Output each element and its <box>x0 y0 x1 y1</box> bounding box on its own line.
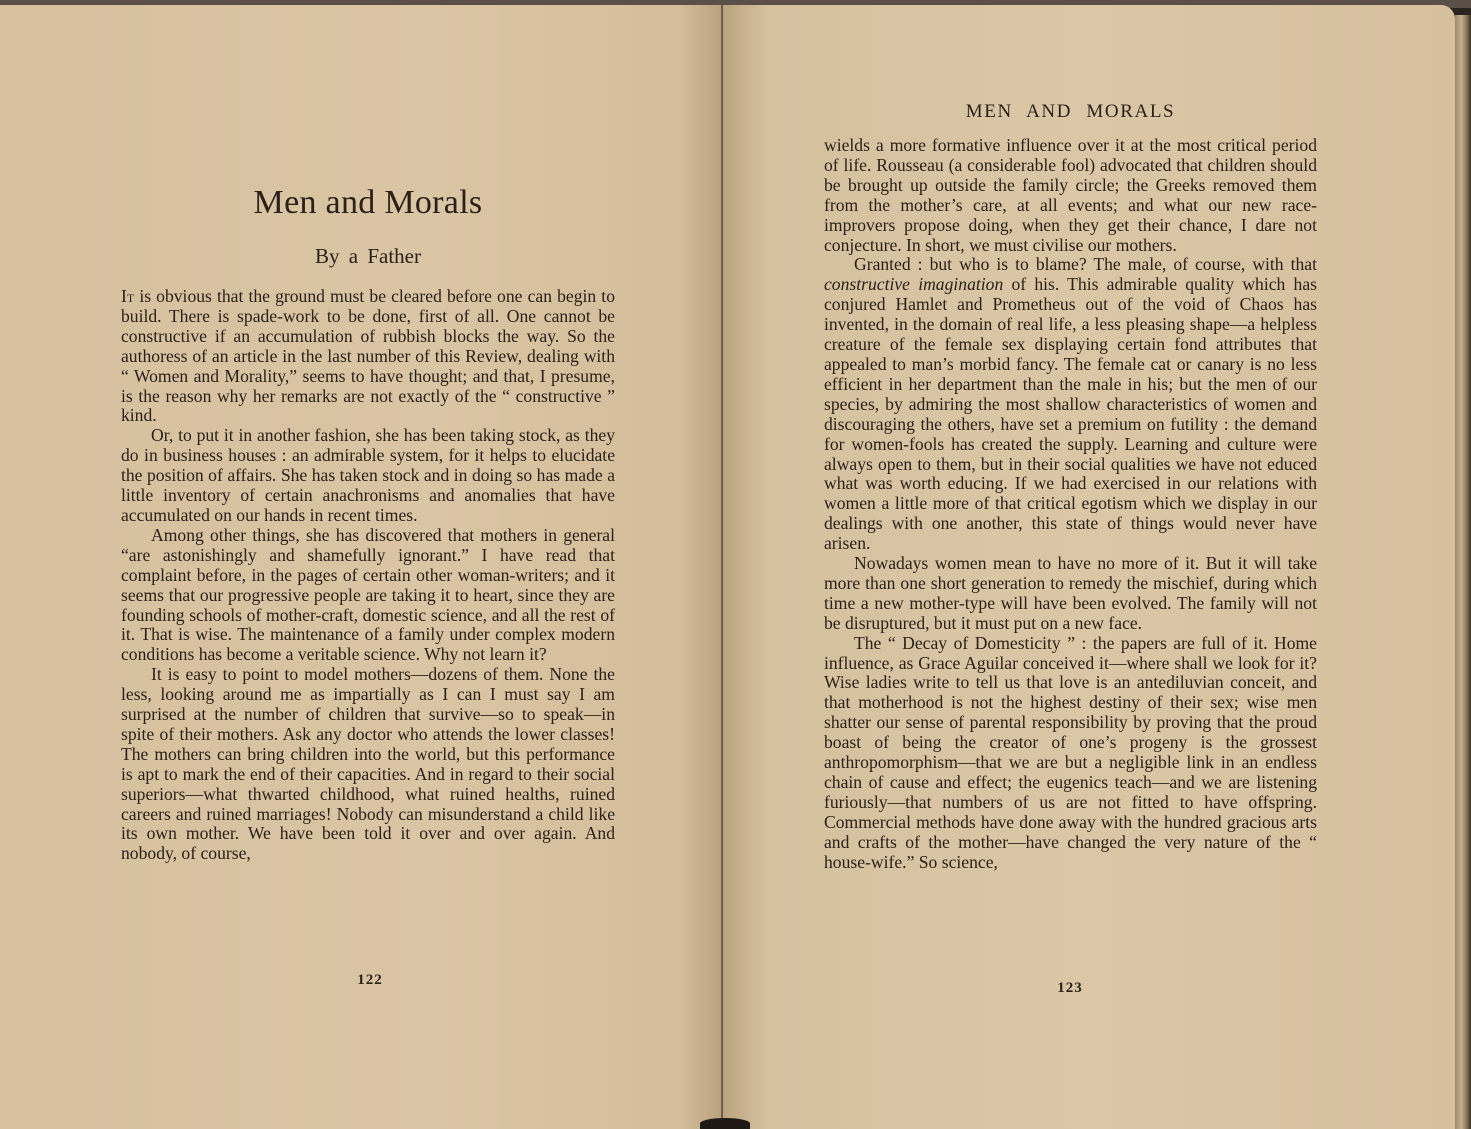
page-edges <box>1455 15 1471 1129</box>
paragraph: The “ Decay of Domesticity ” : the papers are full of it. Home influence, as Grace Aguilar conceived it—where shall we look for it? Wise ladies write to tell us that love is an antediluvian conceit, and that motherhood is not the highest destiny of their sex; wise men shatter our sense of parental responsibility by proving that the proud boast of being the creator of one’s progeny is the grossest anthropomorphism—that we are but a negligible link in an endless chain of cause and effect; the eugenics teach—and we are listening furiously—that numbers of us are not fitted to have offspring. Commercial methods have done away with the hundred gracious arts and crafts of the mother—have changed the very nature of the “ house-wife.” So science, <box>824 632 1317 872</box>
paragraph <box>824 255 1317 554</box>
running-head: MEN AND MORALS <box>965 101 1176 122</box>
paragraph-text: Granted : but who is to blame? The male, of course, with that <box>854 254 1317 275</box>
article-byline: By a Father <box>315 244 421 268</box>
left-page-body <box>121 287 615 864</box>
paragraph: Nowadays women mean to have no more of it. But it will take more than one short generation to remedy the mischief, during which time a new mother-type will have been evolved. The family will not be disruptured, but it must put on a new face. <box>824 553 1317 633</box>
paragraph: Among other things, she has discovered that mothers in general “are astonishingly and shamefully ignorant.” I have read that complaint before, in the pages of certain other woman-writers; and it seems that our progressive people are taking it to heart, since they are founding schools of mother-craft, domestic science, and all the rest of it. That is wise. The maintenance of a family under complex modern conditions has become a veritable science. Why not learn it? <box>121 524 615 665</box>
book-spine <box>721 5 723 1129</box>
article-title: Men and Morals <box>253 184 483 221</box>
paragraph: wields a more formative influence over it at the most critical period of life. Rousseau (a considerable fool) advocated that children should be brought up outside the family circle; the Greeks removed them from the mother’s care, at all events; and what our new race-improvers propose doing, when they get their chance, I dare not conjecture. In short, we must civilise our mothers. <box>824 135 1317 255</box>
paragraph: It is easy to point to model mothers—dozens of them. None the less, looking around me as impartially as I can I must say I am surprised at the number of children that survive—so to speak—in spite of their mothers. Ask any doctor who attends the lower classes! The mothers can bring children into the world, but this performance is apt to mark the end of their capacities. And in regard to their social superiors—what thwarted childhood, what ruined healths, ruined careers and ruined marriages! Nobody can misunderstand a child like its own mother. We have been told it over and over again. And nobody, of course, <box>121 664 615 864</box>
page-number-right: 123 <box>1057 980 1083 996</box>
italic-phrase: constructive imagination <box>824 274 1004 295</box>
paragraph: Or, to put it in another fashion, she has been taking stock, as they do in business houses : an admirable system, for it helps to elucidate the position of affairs. She has taken stock and in doing so has made a little inventory of certain anachronisms and anomalies that have accumulated on our hands in recent times. <box>121 425 615 525</box>
paragraph <box>121 287 615 426</box>
page-number-left: 122 <box>357 972 383 988</box>
book-gutter-shadow <box>700 1118 750 1129</box>
right-page-body <box>824 136 1317 873</box>
paragraph-text: of his. This admirable quality which has conjured Hamlet and Prometheus out of the void of Chaos has invented, in the domain of real life, a less pleasing shape—a helpless creature of the female sex displaying certain fond attributes that appealed to man’s morbid fancy. The female cat or canary is no less efficient in her department than the male in his; but the men of our species, by admiring the most shallow characteristics of women and discouraging the others, have set a premium on futility : the demand for women-fools has created the supply. Learning and culture were always open to them, but in their social qualities we have not educed what was worth educing. If we had exercised in our relations with women a little more of that critical egotism which we display in our dealings with one another, this state of things would never have arisen. <box>824 274 1317 554</box>
dropcap-word: It <box>121 286 135 306</box>
paragraph-text: is obvious that the ground must be cleared before one can begin to build. There is spade-work to be done, first of all. One cannot be constructive if an accumulation of rubbish blocks the way. So the authoress of an article in the last number of this Review, dealing with “ Women and Morality,” seems to have thought; and that, I presume, is the reason why her remarks are not exactly of the “ constructive ” kind. <box>121 286 615 426</box>
